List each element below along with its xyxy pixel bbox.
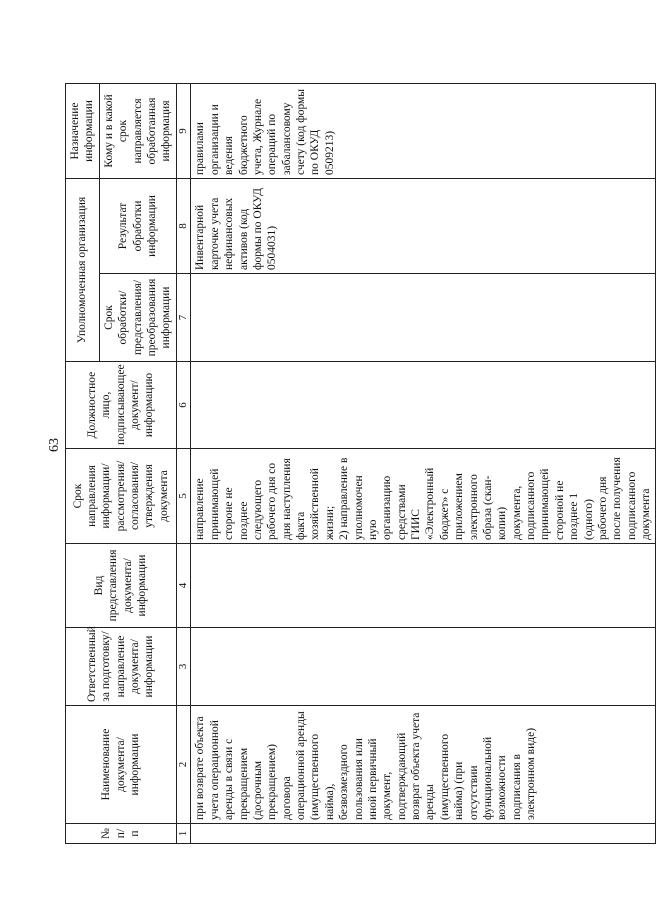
header-col-2: Наименование документа/ информации — [66, 706, 177, 824]
header-col-3: Ответственный за подготовку/ направление документа/ информации — [66, 628, 177, 706]
column-number-row — [176, 83, 191, 843]
header-group-row — [66, 83, 100, 843]
cell-responsible — [191, 628, 656, 706]
header-col-9: Кому и в какой срок направляется обработанная информация — [99, 83, 176, 178]
cell-processing-deadline — [191, 274, 656, 362]
column-number: 8 — [176, 178, 191, 273]
header-col-6: Должностное лицо, подписывающее документ/ информацию — [66, 362, 177, 449]
document-sheet — [65, 84, 652, 844]
header-col-1: № п/п — [66, 824, 177, 844]
header-col-5: Срок направления информации/ рассмотрения/ согласования/ утверждения документа — [66, 449, 177, 544]
header-group-naznachenie: Назначение информации — [66, 83, 100, 178]
column-number: 2 — [176, 706, 191, 824]
column-number: 1 — [176, 824, 191, 844]
table-row — [191, 83, 656, 843]
column-number: 7 — [176, 274, 191, 362]
cell-processing-result: Инвентарной карточке учета нефинансовых активов (код формы по ОКУД 0504031) — [191, 178, 656, 273]
column-number: 5 — [176, 449, 191, 544]
cell-recipient: правилами организации и ведения бюджетного учета, Журнале операций по забалансовому счету (код формы по ОКУД 0509213) — [191, 83, 656, 178]
cell-number — [191, 824, 656, 844]
cell-document-name: при возврате объекта учета операционной аренды в связи с прекращением (досрочным прекращением) договора операционной аренды (имущественного найма), безвозмездного пользования или иной первичный документ, подтверждающий возврат объекта учета аренды (имущественного найма) (при отсутствии функциональной возможности подписания в электронном виде) — [191, 706, 656, 824]
header-col-7: Срок обработки/ представления/ преобразования информации — [99, 274, 176, 362]
header-col-8: Результат обработки информации — [99, 178, 176, 273]
cell-presentation-type — [191, 544, 656, 628]
column-number: 4 — [176, 544, 191, 628]
header-group-upolnomochennaya: Уполномоченная организация — [66, 178, 100, 361]
procedure-table — [65, 83, 656, 844]
cell-deadline: направление принимающей стороне не позднее следующего рабочего дня со дня наступления факта хозяйственной жизни; 2) направление в уполномочен ную организацию средствами ГИИС «Электронный бюджет» с приложением электронного образа (скан- копии) документа, подписанного принимающей стороной не позднее 1 (одного) рабочего дня после получения подписанного документа — [191, 449, 656, 544]
column-number: 9 — [176, 83, 191, 178]
header-col-4: Вид представления документа/ информации — [66, 544, 177, 628]
column-number: 3 — [176, 628, 191, 706]
column-number: 6 — [176, 362, 191, 449]
page-number: 63 — [47, 438, 62, 452]
cell-signing-official — [191, 362, 656, 449]
